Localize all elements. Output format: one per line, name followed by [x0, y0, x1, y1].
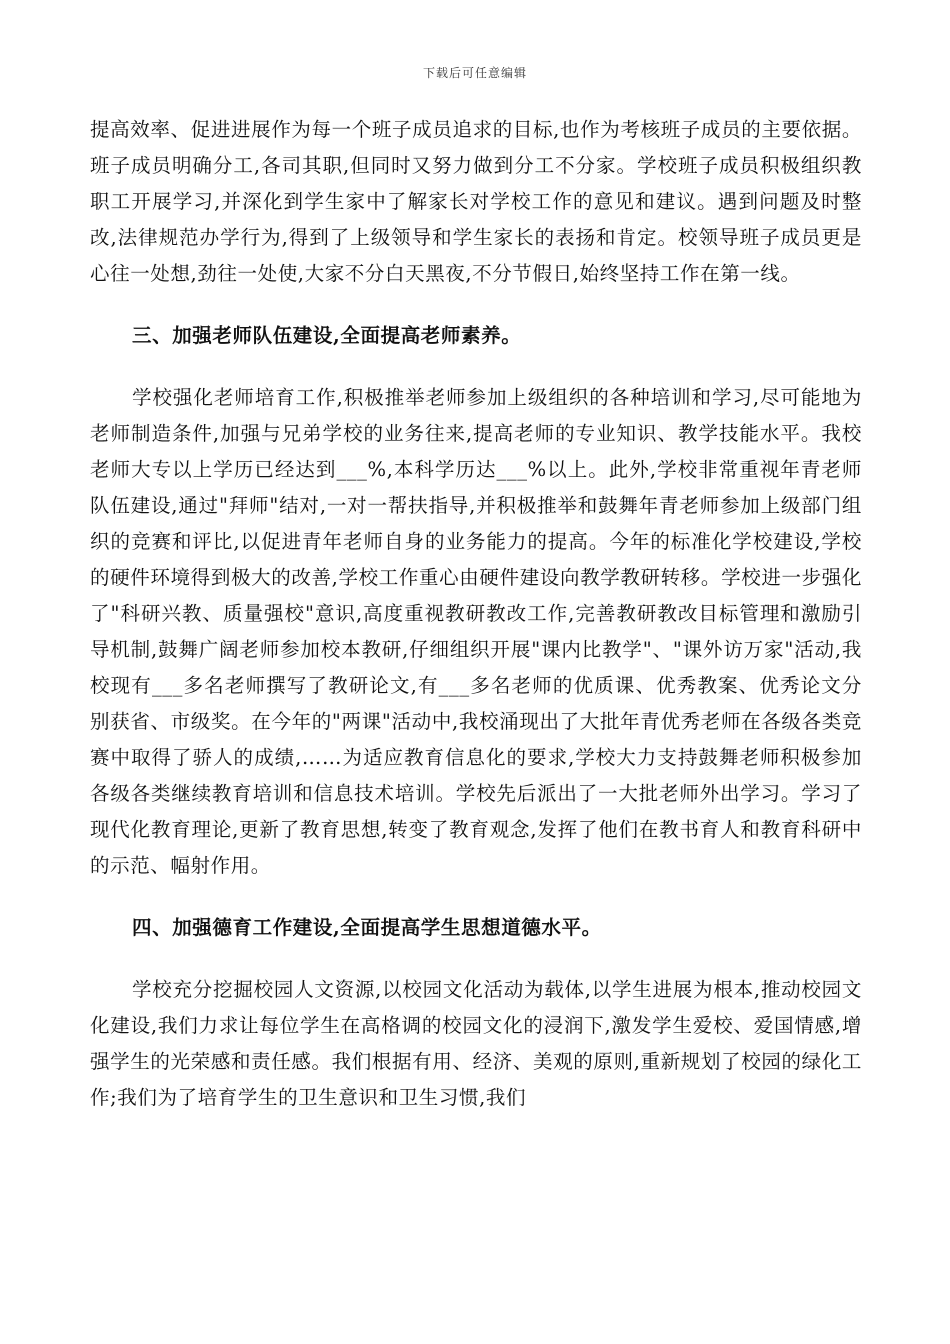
paragraph-continued: 提高效率、促进进展作为每一个班子成员追求的目标,也作为考核班子成员的主要依据。班子成员明确分工,各司其职,但同时又努力做到分工不分家。学校班子成员积极组织教职工开展学习,并深化到学生家中了解家长对学校工作的意见和建议。遇到问题及时整改,法律规范办学行为,得到了上级领导和学生家长的表扬和肯定。校领导班子成员更是心往一处想,劲往一处使,大家不分白天黑夜,不分节假日,始终坚持工作在第一线。 [90, 118, 862, 285]
paragraph-teacher-team: 学校强化老师培育工作,积极推举老师参加上级组织的各种培训和学习,尽可能地为老师制造条件,加强与兄弟学校的业务往来,提高老师的专业知识、教学技能水平。我校老师大专以上学历已经达到___%,本科学历达___%以上。此外,学校非常重视年青老师队伍建设,通过"拜师"结对,一对一帮扶指导,并积极推举和鼓舞年青老师参加上级部门组织的竞赛和评比,以促进青年老师自身的业务能力的提高。今年的标准化学校建设,学校的硬件环境得到极大的改善,学校工作重心由硬件建设向教学教研转移。学校进一步强化了"科研兴教、质量强校"意识,高度重视教研教改工作,完善教研教改目标管理和激励引导机制,鼓舞广阔老师参加校本教研,仔细组织开展"课内比教学"、"课外访万家"活动,我校现有___多名老师撰写了教研论文,有___多名老师的优质课、优秀教案、优秀论文分别获省、市级奖。在今年的"两课"活动中,我校涌现出了大批年青优秀老师在各级各类竞赛中取得了骄人的成绩,……为适应教育信息化的要求,学校大力支持鼓舞老师积极参加各级各类继续教育培训和信息技术培训。学校先后派出了一大批老师外出学习。学习了现代化教育理论,更新了教育思想,转变了教育观念,发挥了他们在教书育人和教育科研中的示范、幅射作用。 [90, 386, 862, 877]
page-header-note: 下载后可任意编辑 [422, 66, 527, 80]
spacer [90, 292, 862, 318]
spacer [90, 354, 862, 380]
spacer [90, 946, 862, 972]
document-body [90, 112, 862, 1116]
section-heading-4: 四、加强德育工作建设,全面提高学生思想道德水平。 [132, 916, 602, 939]
paragraph-moral-education: 学校充分挖掘校园人文资源,以校园文化活动为载体,以学生进展为根本,推动校园文化建设,我们力求让每位学生在高格调的校园文化的浸润下,激发学生爱校、爱国情感,增强学生的光荣感和责任感。我们根据有用、经济、美观的原则,重新规划了校园的绿化工作;我们为了培育学生的卫生意识和卫生习惯,我们 [90, 978, 862, 1109]
section-heading-3: 三、加强老师队伍建设,全面提高老师素养。 [132, 324, 522, 347]
spacer [90, 884, 862, 910]
